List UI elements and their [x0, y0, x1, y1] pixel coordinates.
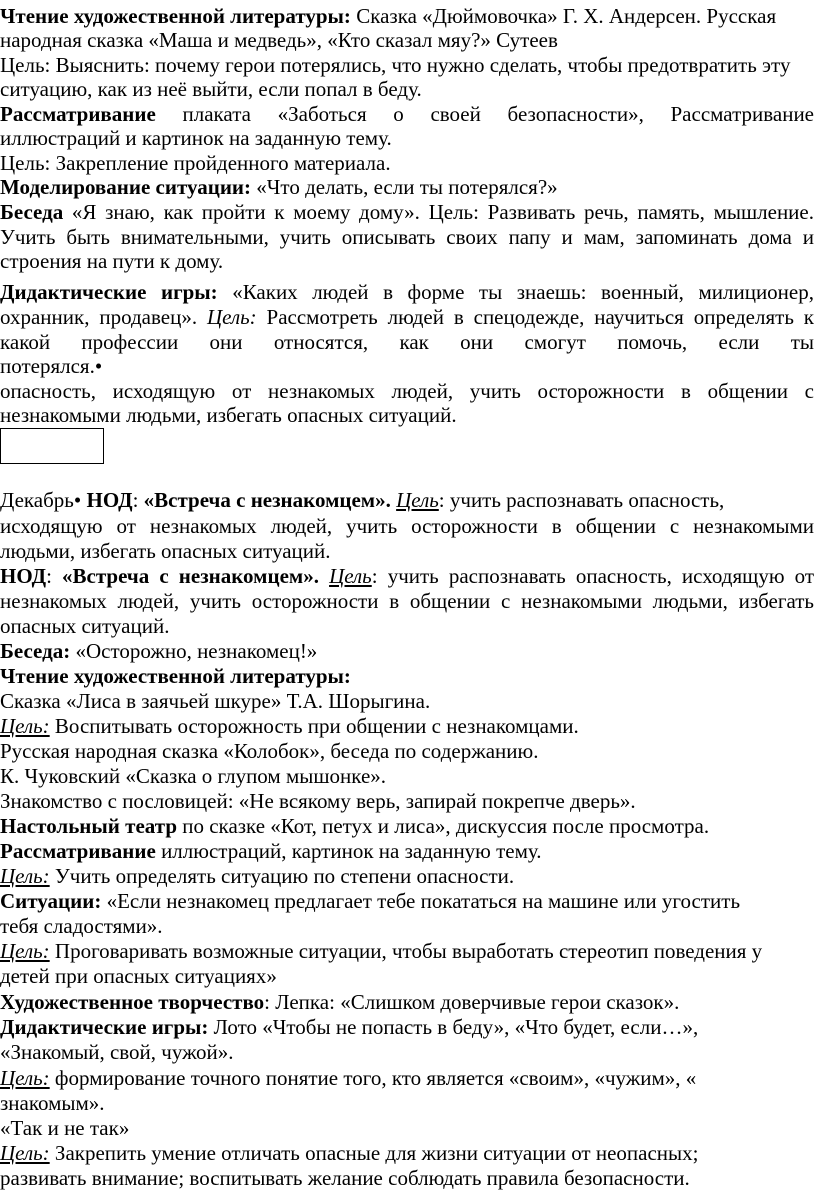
text-line: Сказка «Лиса в заячьей шкуре» Т.А. Шорыгина.	[0, 689, 431, 713]
text-line	[0, 1066, 814, 1090]
text-line	[0, 990, 814, 1014]
text-span: плаката «Заботься о своей безопасности», Рассматривание	[155, 102, 814, 126]
heading-conversation: Беседа:	[0, 639, 71, 663]
text-span: Закрепить умение отличать опасные для жизни ситуации от неопасных;	[49, 1141, 699, 1165]
heading-situations: Ситуации:	[0, 889, 102, 913]
text-line	[0, 864, 814, 888]
text-line	[0, 639, 814, 663]
text-span: Воспитывать осторожность при общении с незнакомцами.	[49, 714, 579, 738]
text-line: тебя сладостями».	[0, 914, 163, 938]
text-line: исходящую от незнакомых людей, учить осторожности в общении с незнакомыми	[0, 514, 814, 538]
heading-reading: Чтение художественной литературы:	[0, 664, 351, 688]
heading-viewing: Рассматривание	[0, 102, 156, 126]
text-span	[319, 564, 329, 588]
heading-didactic-games: Дидактические игры:	[0, 1015, 209, 1039]
text-line: К. Чуковский «Сказка о глупом мышонке».	[0, 764, 387, 788]
text-line: опасность, исходящую от незнакомых людей, учить осторожности в общении с	[0, 379, 814, 403]
text-span: Сказка «Дюймовочка» Г. Х. Андерсен. Русская	[350, 4, 777, 28]
text-span: : учить распознавать опасность,	[438, 488, 725, 512]
text-line	[0, 664, 814, 688]
text-line	[0, 1141, 814, 1165]
heading-viewing: Рассматривание	[0, 839, 156, 863]
text-line: «Так и не так»	[0, 1116, 130, 1140]
text-line: развивать внимание; воспитывать желание соблюдать правила безопасности.	[0, 1166, 690, 1190]
text-span: «Я знаю, как пройти к моему дому». Цель: Развивать речь, память, мышление.	[63, 200, 814, 224]
text-span: «Осторожно, незнакомец!»	[70, 639, 318, 663]
text-line: детей при опасных ситуациях»	[0, 964, 277, 988]
text-line	[0, 280, 814, 304]
text-span: «Если незнакомец предлагает тебе покататься на машине или угостить	[101, 889, 741, 913]
text-line: Знакомство с пословицей: «Не всякому верь, запирай покрепче дверь».	[0, 789, 636, 813]
heading-conversation: Беседа	[0, 200, 64, 224]
text-span: «Каких людей в форме ты знаешь: военный, милиционер,	[217, 280, 814, 304]
text-line: людьми, избегать опасных ситуаций.	[0, 539, 331, 563]
text-line: знакомым».	[0, 1091, 105, 1115]
text-line	[0, 1015, 814, 1039]
heading-art: Художественное творчество	[0, 990, 265, 1014]
heading-modeling: Моделирование ситуации:	[0, 175, 252, 199]
text-span: :	[46, 564, 63, 588]
text-line	[0, 564, 814, 588]
text-line: ситуацию, как из неё выйти, если попал в беду.	[0, 77, 422, 101]
heading-didactic-games: Дидактические игры:	[0, 280, 218, 304]
nod-label: НОД	[86, 488, 133, 512]
goal-label: Цель:	[0, 864, 50, 888]
text-line	[0, 175, 814, 199]
text-line	[0, 200, 814, 224]
heading-table-theatre: Настольный театр	[0, 814, 177, 838]
text-span: Декабрь•	[0, 488, 87, 512]
text-line: потерялся.•	[0, 354, 103, 378]
text-line	[0, 889, 814, 913]
goal-label: Цель:	[0, 939, 50, 963]
goal-label: Цель	[396, 488, 439, 512]
text-line	[0, 714, 814, 738]
text-line: Русская народная сказка «Колобок», беседа по содержанию.	[0, 739, 539, 763]
nod-label: НОД	[0, 564, 47, 588]
text-span: формирование точного понятие того, кто является «своим», «чужим», «	[49, 1066, 697, 1090]
text-line: «Знакомый, свой, чужой».	[0, 1040, 234, 1064]
text-line: незнакомых людей, учить осторожности в общении с незнакомыми людьми, избегать	[0, 589, 814, 613]
text-span: : Лепка: «Слишком доверчивые герои сказок».	[264, 990, 680, 1014]
text-span: Лото «Чтобы не попасть в беду», «Что будет, если…»,	[208, 1015, 699, 1039]
text-line: народная сказка «Маша и медведь», «Кто сказал мяу?» Сутеев	[0, 28, 558, 52]
text-span: :	[132, 488, 144, 512]
text-span: Учить определять ситуацию по степени опасности.	[49, 864, 515, 888]
text-span: иллюстраций, картинок на заданную тему.	[155, 839, 542, 863]
goal-label: Цель:	[0, 1066, 50, 1090]
text-span: : учить распознавать опасность, исходящую от	[371, 564, 815, 588]
text-span: «Что делать, если ты потерялся?»	[251, 175, 558, 199]
text-line: опасных ситуаций.	[0, 614, 170, 638]
text-line	[0, 4, 814, 28]
text-line	[0, 102, 814, 126]
text-line	[0, 305, 814, 329]
text-line: Цель: Закрепление пройденного материала.	[0, 151, 391, 175]
text-line: незнакомыми людьми, избегать опасных ситуаций.	[0, 403, 457, 427]
text-line	[0, 488, 814, 512]
lesson-title: «Встреча с незнакомцем».	[62, 564, 319, 588]
text-line	[0, 839, 814, 863]
text-line: какой профессии они относятся, как они смогут помочь, если ты	[0, 330, 814, 354]
goal-label: Цель:	[206, 305, 257, 329]
text-span: Рассмотреть людей в спецодежде, научиться определять к	[256, 305, 814, 329]
text-line: Учить быть внимательными, учить описывать своих папу и мам, запоминать дома и	[0, 225, 814, 249]
empty-box	[0, 428, 104, 464]
text-line: строения на пути к дому.	[0, 249, 224, 273]
text-span: по сказке «Кот, петух и лиса», дискуссия после просмотра.	[177, 814, 710, 838]
text-line: иллюстраций и картинок на заданную тему.	[0, 126, 392, 150]
heading-reading: Чтение художественной литературы:	[0, 4, 351, 28]
goal-label: Цель:	[0, 714, 50, 738]
goal-label: Цель:	[0, 1141, 50, 1165]
text-line	[0, 939, 814, 963]
lesson-title: «Встреча с незнакомцем».	[143, 488, 391, 512]
goal-label: Цель	[329, 564, 372, 588]
text-line: Цель: Выяснить: почему герои потерялись, что нужно сделать, чтобы предотвратить эту	[0, 53, 791, 77]
text-span: охранник, продавец».	[0, 305, 207, 329]
text-span: Проговаривать возможные ситуации, чтобы выработать стереотип поведения у	[49, 939, 763, 963]
text-line	[0, 814, 814, 838]
